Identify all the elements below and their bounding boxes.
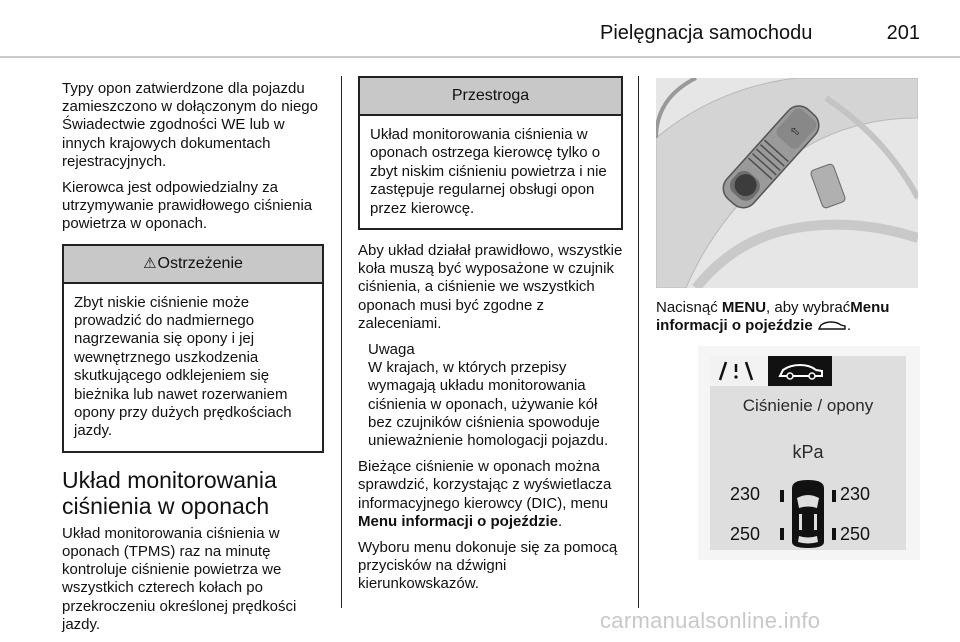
intro-paragraph-1: Typy opon zatwierdzone dla pojazdu zamieszczono w dołączonym do niego Świadectwie zgodności WE lub w innych krajowych dokumentach rejestracyjnych. — [62, 80, 318, 170]
svg-text:⇧: ⇧ — [786, 123, 804, 140]
instruction-mid: , aby wybrać — [766, 299, 851, 316]
lever-illustration — [656, 78, 918, 288]
road-warning-icon — [710, 356, 768, 386]
intro-paragraph-2: Kierowca jest odpowiedzialny za utrzymywanie prawidłowego ciśnienia powietrza w oponach. — [62, 179, 313, 233]
section-heading: Układ monitorowania ciśnienia w oponach — [62, 466, 277, 519]
note-text: W krajach, w których przepisy wymagają układu monitorowania ciśnienia w oponach, używanie kół bez czujników ciśnienia spowoduje unieważnienie homologacji pojazdu. — [368, 359, 609, 450]
warning-header — [64, 246, 322, 284]
paragraph-3: Wyboru menu dokonuje się za pomocą przycisków na dźwigni kierunkowskazów. — [358, 539, 618, 593]
instruction-end: . — [846, 317, 852, 335]
dic-tab-left — [710, 356, 768, 386]
column-divider-1 — [341, 76, 342, 608]
warning-box — [62, 244, 324, 453]
dic-title: Ciśnienie / opony — [742, 396, 874, 415]
watermark: carmanualsonline.info — [600, 608, 821, 633]
menu-button-reference: MENU — [721, 299, 767, 316]
dic-display-illustration — [698, 346, 920, 560]
warning-title: Ostrzeżenie — [157, 254, 243, 272]
header-divider — [0, 56, 960, 58]
warning-text: Zbyt niskie ciśnienie może prowadzić do nadmiernego nagrzewania się opony i jej wewnętrznego uszkodzenia skutkującego odklejeniem się bieżnika lub nawet rozerwaniem opony przy dużych prędkościach jazdy. — [74, 293, 292, 440]
dic-unit: kPa — [792, 442, 824, 462]
warning-icon: ⚠ — [143, 254, 157, 272]
section-paragraph: Układ monitorowania ciśnienia w oponach (TPMS) raz na minutę kontroluje ciśnienie powietrza we wszystkich czterech kołach po przekroczeniu określonej prędkości jazdy. — [62, 524, 297, 633]
caution-header: Przestroga — [360, 78, 621, 116]
note-title: Uwaga — [368, 341, 415, 359]
tire-rear-left: 250 — [730, 524, 761, 544]
tire-rear-right: 250 — [840, 524, 871, 544]
page-title: Pielęgnacja samochodu — [600, 22, 813, 44]
dic-screen — [710, 356, 906, 550]
paragraph-2-end: . — [558, 512, 563, 530]
tire-front-left: 230 — [730, 484, 761, 504]
vehicle-info-menu-reference: Menu informacji o pojeździe — [656, 299, 890, 335]
car-top-view-icon — [778, 478, 838, 550]
caution-box — [358, 76, 623, 230]
tire-front-right: 230 — [840, 484, 871, 504]
paragraph-2 — [358, 458, 623, 531]
page-number: 201 — [886, 22, 920, 44]
instruction-text — [656, 299, 926, 335]
paragraph-1: Aby układ działał prawidłowo, wszystkie koła muszą być wyposażone w czujnik ciśnienia, a ciśnienie we wszystkich oponach musi być zgodne z zaleceniami. — [358, 242, 623, 332]
instruction-pre: Nacisnąć — [656, 299, 722, 316]
left-column — [62, 80, 324, 642]
caution-text: Układ monitorowania ciśnienia w oponach ostrzega kierowcę tylko o zbyt niskim ciśnieniu powietrza i nie zastępuje regularnej obsługi opon przez kierowcę. — [370, 126, 607, 217]
car-icon — [768, 356, 832, 386]
column-divider-2 — [638, 76, 639, 608]
dic-tab-right — [768, 356, 832, 386]
middle-column — [358, 76, 623, 602]
car-icon — [817, 320, 847, 332]
paragraph-2-text: Bieżące ciśnienie w oponach można sprawdzić, korzystając z wyświetlacza informacyjnego kierowcy (DIC), menu — [358, 458, 612, 512]
turn-signal-lever-photo — [656, 78, 918, 288]
menu-reference: Menu informacji o pojeździe — [358, 512, 559, 530]
